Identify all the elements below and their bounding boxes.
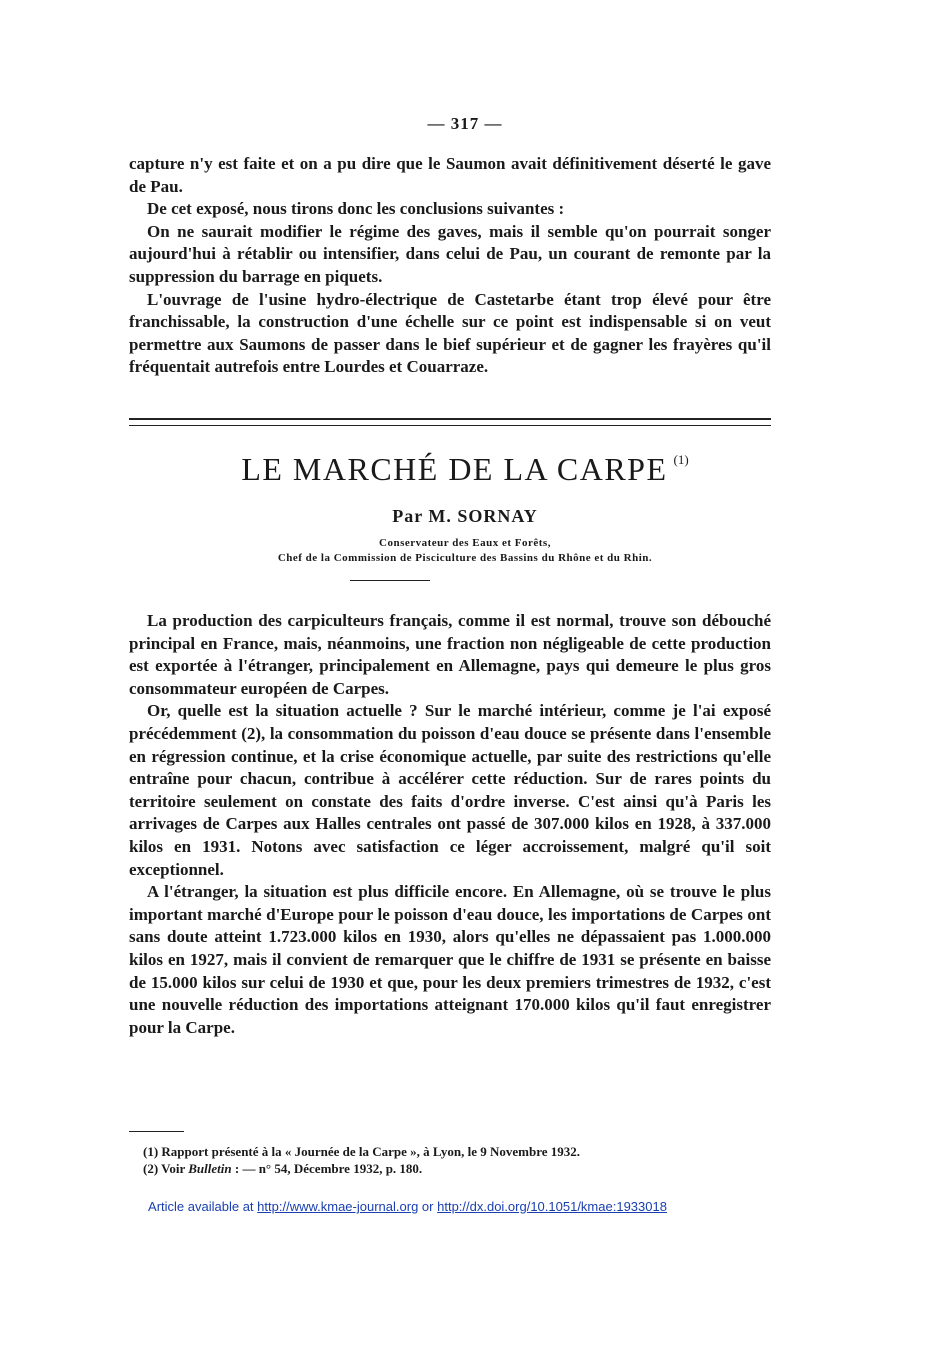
footnote-2-journal: Bulletin [188,1161,232,1176]
intro-paragraph: capture n'y est faite et on a pu dire que le Saumon avait définitivement déserté le gave de Pau. [129,154,771,196]
intro-paragraph: On ne saurait modifier le régime des gaves, mais il semble qu'on pourrait songer aujourd'hui à rétablir ou intensifier, dans celui de Pau, un courant de remonte par la suppression du barrage en piquets. [129,221,771,286]
footnote-1: (1) Rapport présenté à la « Journée de la Carpe », à Lyon, le 9 Novembre 1932. [143,1144,581,1159]
page-number: — 317 — [427,114,503,133]
footnote-divider [129,1131,184,1132]
footnote-2 [143,1161,422,1177]
article-title [0,451,930,488]
availability-prefix: Article available at [148,1199,254,1214]
body-paragraph: Or, quelle est la situation actuelle ? Sur le marché intérieur, comme je l'ai exposé précédemment (2), la consommation du poisson d'eau douce se présente dans l'ensemble en régression continue, et la crise économique actuelle, par suite des restrictions qu'elle entraîne pour chacun, contribue à accélérer cette réduction. Sur de rares points du territoire seulement on constate des faits d'ordre inverse. C'est ainsi qu'à Paris les arrivages de Carpes aux Halles centrales ont passé de 307.000 kilos en 1928, à 337.000 kilos en 1931. Notons avec satisfaction ce léger accroissement, malgré qu'il soit exceptionnel. [129,701,771,879]
footnote-2-suffix: : — n° 54, Décembre 1932, p. 180. [234,1161,423,1176]
article-byline: Par M. SORNAY [392,506,538,526]
intro-section [129,153,771,379]
author-affiliation: Conservateur des Eaux et Forêts, [379,537,551,549]
availability-middle: or [421,1199,434,1214]
body-paragraph: A l'étranger, la situation est plus difficile encore. En Allemagne, où se trouve le plus important marché d'Europe pour le poisson d'eau douce, les importations de Carpes ont sans doute atteint 1.723.000 kilos en 1930, alors qu'elles ne dépassaient pas 1.000.000 kilos en 1927, mais il convient de remarquer que le chiffre de 1931 se présente en baisse de 15.000 kilos sur celui de 1930 et que, pour les deux premiers trimestres de 1932, c'est une nouvelle réduction des importations atteignant 170.000 kilos qu'il faut enregistrer pour la Carpe. [129,882,771,1037]
section-divider [129,418,771,426]
availability-line [0,1199,815,1214]
title-divider [350,580,430,581]
intro-paragraph: De cet exposé, nous tirons donc les conclusions suivantes : [147,199,565,219]
author-affiliation: Chef de la Commission de Pisciculture des Bassins du Rhône et du Rhin. [277,552,653,564]
footnote-2-prefix: (2) Voir [143,1161,186,1176]
journal-link[interactable]: http://www.kmae-journal.org [257,1199,419,1214]
article-title-text: LE MARCHÉ DE LA CARPE [241,451,668,487]
title-footnote-marker: (1) [673,452,689,467]
doi-link[interactable]: http://dx.doi.org/10.1051/kmae:1933018 [437,1199,667,1214]
body-paragraph: La production des carpiculteurs français, comme il est normal, trouve son débouché principal en France, mais, néanmoins, une fraction non négligeable de cette production est exportée à l'étranger, principalement en Allemagne, pays qui demeure le plus gros consommateur européen de Carpes. [129,611,771,698]
article-body [129,610,771,1039]
intro-paragraph: L'ouvrage de l'usine hydro-électrique de Castetarbe étant trop élevé pour être franchissable, la construction d'une échelle sur ce point est indispensable si on veut permettre aux Saumons de passer dans le bief supérieur et de gagner les frayères qu'il fréquentait autrefois entre Lourdes et Couarraze. [129,289,771,377]
